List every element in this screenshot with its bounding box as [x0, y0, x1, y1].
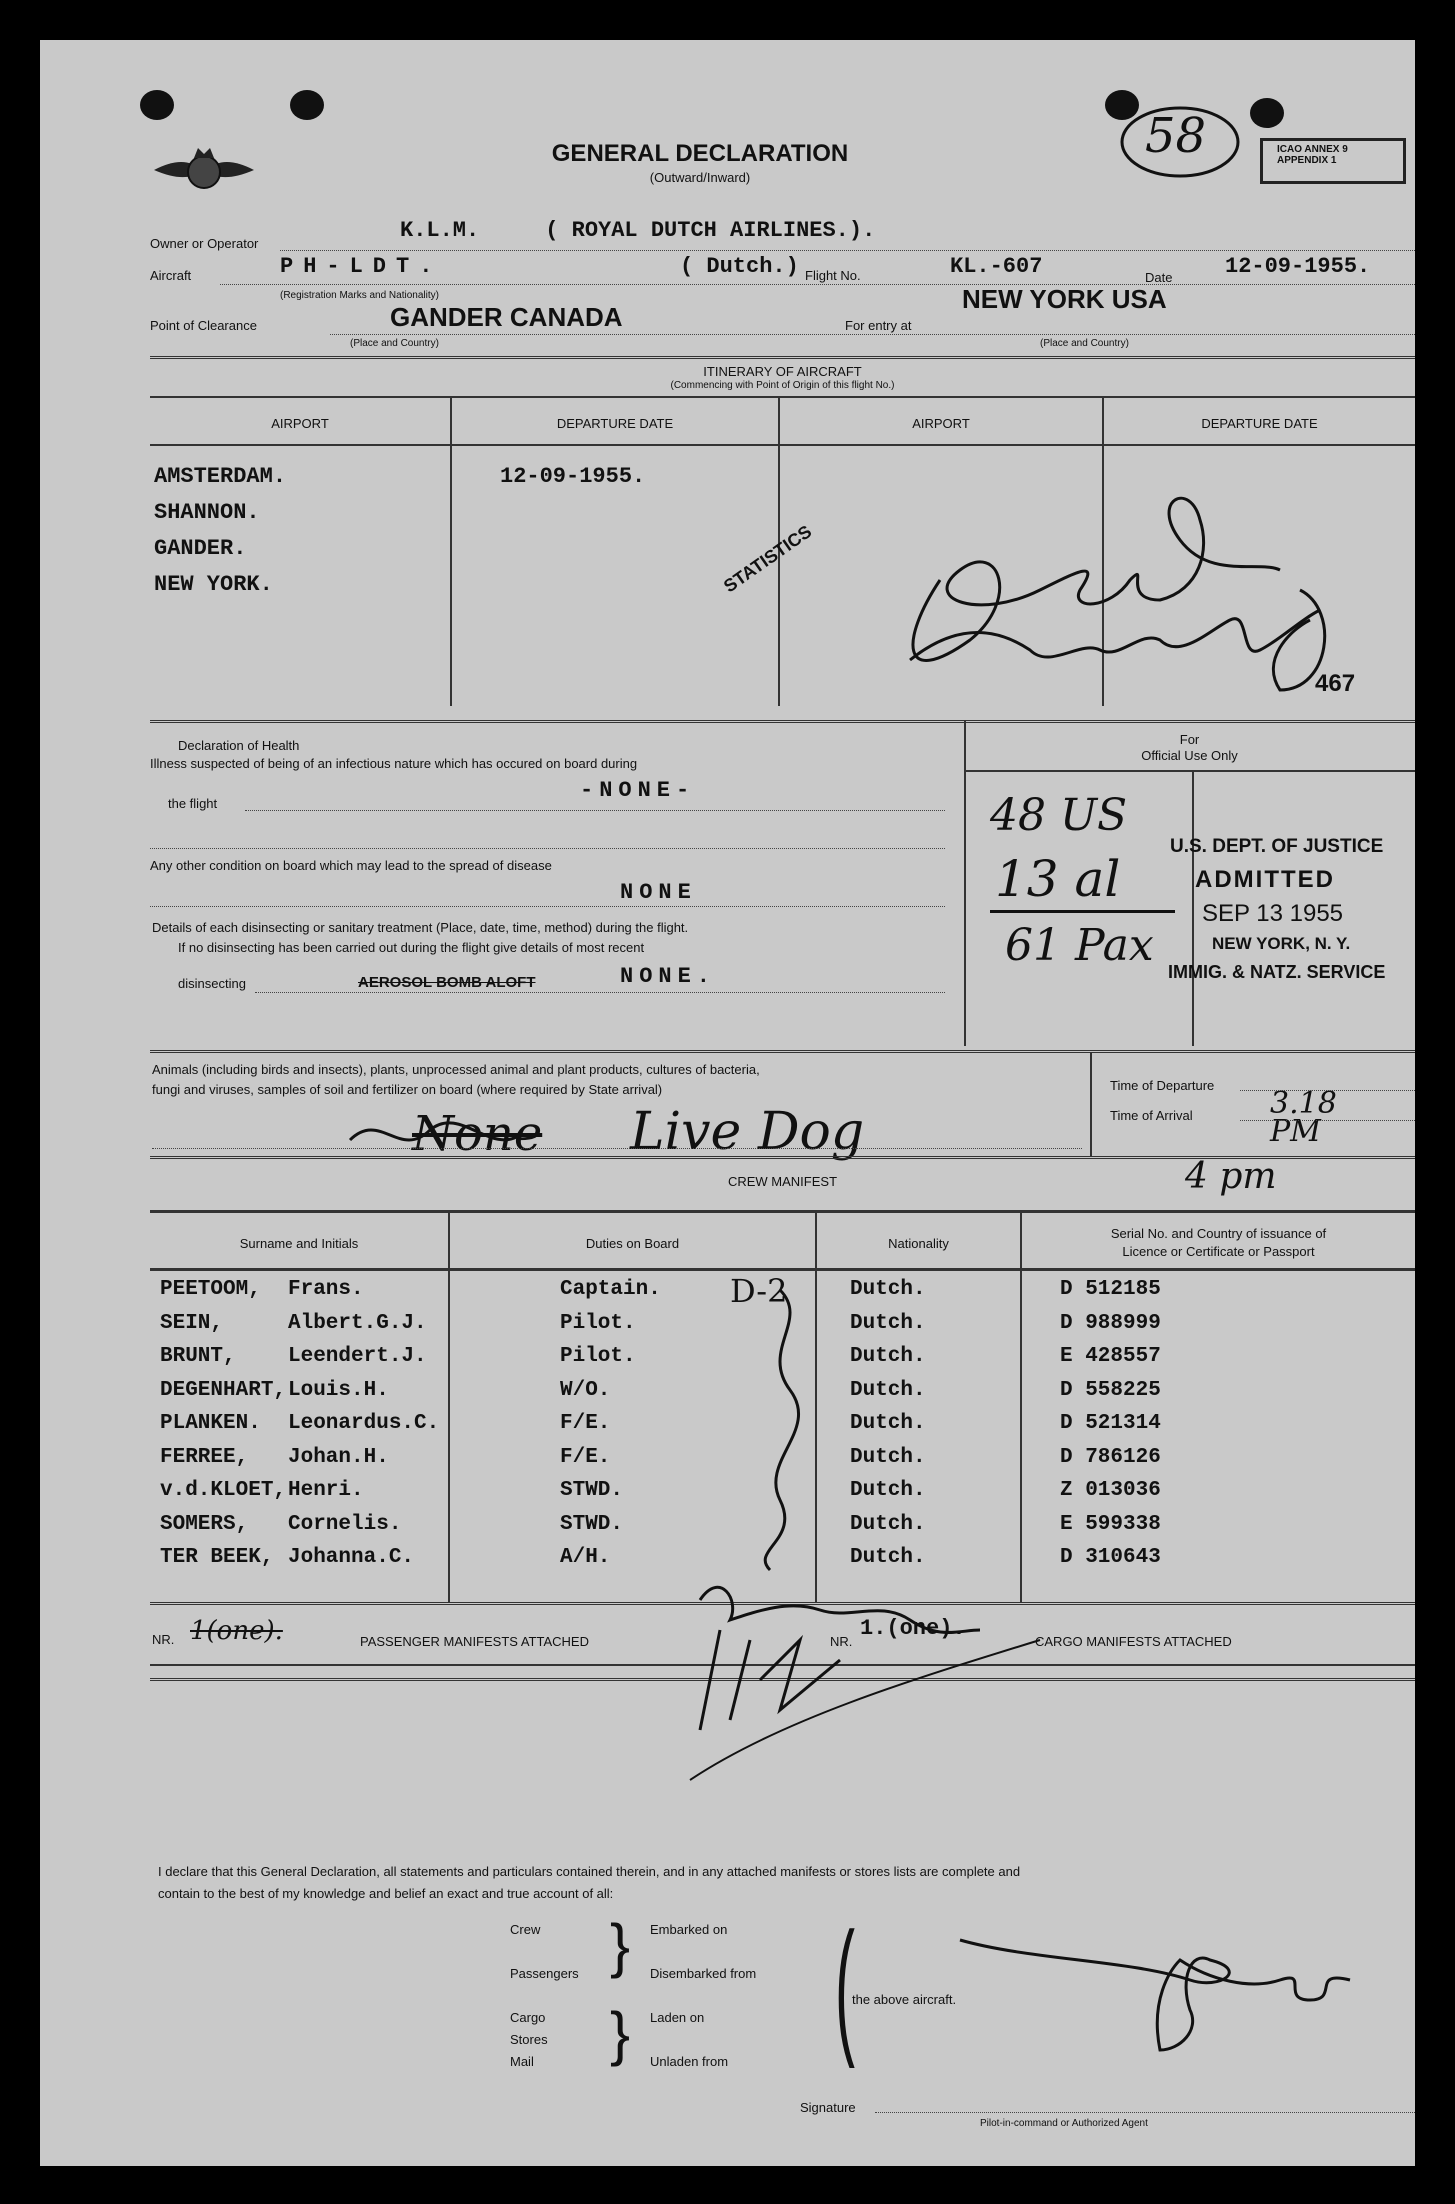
declaration-stores: Stores — [510, 2032, 548, 2047]
bracket-right: ( — [834, 1901, 855, 2069]
cargo-manifest-count: 1.(one). — [860, 1616, 966, 1641]
official-hand-line1: 48 US — [990, 790, 1128, 841]
crew-initials: Henri. — [288, 1479, 364, 1502]
itinerary-airport-3: GANDER. — [154, 536, 247, 561]
stamp-admitted: ADMITTED — [1195, 866, 1335, 893]
stamp-date: SEP 13 1955 — [1202, 900, 1344, 927]
itinerary-departure-date: 12-09-1955. — [500, 464, 646, 489]
crew-surname: v.d.KLOET, — [160, 1479, 287, 1502]
official-hand-line2: 13 al — [995, 850, 1121, 908]
col-departure-1: DEPARTURE DATE — [556, 416, 674, 431]
bracket-left-2: } — [610, 2000, 631, 2067]
crew-col-duties: Duties on Board — [585, 1236, 680, 1251]
icao-annex: ICAO ANNEX 9 — [1277, 144, 1348, 155]
crew-duty: Pilot. — [560, 1345, 636, 1368]
animals-line1: Animals (including birds and insects), plants, unprocessed animal and plant products, cultures of bacteria, — [152, 1062, 760, 1077]
passenger-manifest-count: 1(one). — [190, 1616, 283, 1646]
crew-initials: Louis.H. — [288, 1378, 389, 1402]
animals-scribble — [340, 1100, 660, 1160]
crew-initials: Albert.G.J. — [288, 1311, 427, 1335]
crew-serial: D 512185 — [1060, 1278, 1161, 1301]
punch-hole — [290, 90, 324, 120]
crew-nationality: Dutch. — [850, 1412, 926, 1435]
crew-serial: D 558225 — [1060, 1378, 1161, 1402]
crew-initials: Cornelis. — [288, 1512, 402, 1536]
health-q3-answer: NONE. — [620, 964, 717, 989]
form-title: GENERAL DECLARATION — [551, 140, 849, 167]
punch-hole — [1250, 98, 1284, 128]
aircraft-registration: PH-LDT. — [280, 254, 443, 279]
stamp-city: NEW YORK, N. Y. — [1212, 934, 1351, 953]
crew-serial: E 599338 — [1060, 1512, 1161, 1536]
crew-duty: Pilot. — [560, 1311, 636, 1335]
health-q1-line2: the flight — [168, 796, 218, 811]
declaration-disembarked: Disembarked from — [650, 1966, 757, 1981]
crew-surname: PLANKEN. — [160, 1412, 261, 1435]
crew-initials: Leendert.J. — [288, 1345, 427, 1368]
crew-surname: BRUNT, — [160, 1345, 236, 1368]
crew-duty: STWD. — [560, 1512, 624, 1536]
flight-number: KL.-607 — [950, 254, 1043, 279]
signature-caption: Pilot-in-command or Authorized Agent — [980, 2118, 1148, 2129]
crew-nationality: Dutch. — [850, 1278, 926, 1301]
crew-initials: Leonardus.C. — [288, 1412, 440, 1435]
crew-margin-note: D-2 — [730, 1272, 788, 1310]
statistics-stamp: STATISTICS — [720, 521, 816, 597]
crew-serial: Z 013036 — [1060, 1479, 1161, 1502]
itinerary-title: ITINERARY OF AIRCRAFT — [703, 364, 862, 379]
itinerary-airport-1: AMSTERDAM. — [154, 464, 287, 489]
entry-label: For entry at — [845, 318, 912, 333]
itinerary-subtitle: (Commencing with Point of Origin of this flight No.) — [670, 380, 895, 391]
crew-surname: SOMERS, — [160, 1512, 249, 1536]
crew-nationality: Dutch. — [850, 1378, 926, 1402]
aircraft-nationality: ( Dutch.) — [680, 254, 799, 279]
crew-nationality: Dutch. — [850, 1512, 926, 1536]
crew-surname: FERREE, — [160, 1445, 249, 1469]
cargo-nr-label: NR. — [830, 1634, 853, 1649]
health-q3-line2: If no disinsecting has been carried out during the flight give details of most recent — [178, 940, 645, 955]
crew-serial: E 428557 — [1060, 1345, 1161, 1368]
declaration-laden: Laden on — [650, 2010, 705, 2025]
crew-duty: F/E. — [560, 1412, 611, 1435]
declaration-line1: I declare that this General Declaration, all statements and particulars contained therein, and in any attached manifests or stores lists are complete and — [158, 1864, 1021, 1879]
crew-time-note: 4 pm — [1185, 1156, 1277, 1197]
animals-handwritten: Live Dog — [630, 1102, 865, 1162]
crew-nationality: Dutch. — [850, 1445, 926, 1469]
health-q3-line1: Details of each disinsecting or sanitary treatment (Place, date, time, method) during the flight. — [152, 920, 689, 935]
animals-struck: None — [412, 1106, 543, 1162]
health-q1-line1: Illness suspected of being of an infectious nature which has occured on board during — [150, 756, 638, 771]
stamp-service: IMMIG. & NATZ. SERVICE — [1168, 962, 1386, 982]
crew-initials: Frans. — [288, 1278, 364, 1301]
declaration-form — [40, 40, 1415, 2166]
itinerary-signature — [880, 460, 1360, 710]
clearance-value: GANDER CANADA — [390, 302, 623, 332]
declaration-mail: Mail — [510, 2054, 534, 2069]
icao-box — [1260, 138, 1406, 184]
pilot-signature — [950, 1920, 1380, 2060]
crew-duty: Captain. — [560, 1278, 661, 1301]
punch-hole — [140, 90, 174, 120]
crew-nationality: Dutch. — [850, 1311, 926, 1335]
handwritten-page-number: 58 — [1145, 108, 1207, 164]
itinerary-airport-2: SHANNON. — [154, 500, 260, 525]
stamp-dept: U.S. DEPT. OF JUSTICE — [1170, 836, 1384, 857]
crew-surname: TER BEEK, — [160, 1546, 274, 1569]
crew-serial: D 521314 — [1060, 1412, 1161, 1435]
declaration-line2: contain to the best of my knowledge and belief an exact and true account of all: — [158, 1886, 614, 1901]
official-title-1: For — [1179, 732, 1200, 747]
manifest-signature — [660, 1560, 1060, 1790]
health-q2-answer: NONE — [620, 880, 697, 905]
arrival-time-value: 3.18 PM — [1270, 1086, 1337, 1149]
crew-serial: D 310643 — [1060, 1546, 1161, 1569]
crew-col-nationality: Nationality — [888, 1236, 949, 1251]
declaration-unladen: Unladen from — [650, 2054, 729, 2069]
crew-duty: W/O. — [560, 1378, 611, 1402]
crew-serial: D 988999 — [1060, 1311, 1161, 1335]
passenger-nr-label: NR. — [152, 1632, 175, 1647]
passenger-manifest-label: PASSENGER MANIFESTS ATTACHED — [360, 1634, 589, 1649]
itinerary-number: 467 — [1315, 670, 1356, 697]
signature-label: Signature — [800, 2100, 856, 2115]
crew-squiggle — [720, 1280, 840, 1580]
crew-surname: SEIN, — [160, 1311, 224, 1335]
crew-nationality: Dutch. — [850, 1345, 926, 1368]
official-hand-line3: 61 Pax — [1005, 920, 1154, 971]
clearance-label: Point of Clearance — [150, 318, 257, 333]
crew-nationality: Dutch. — [850, 1546, 926, 1569]
owner-value: K.L.M. ( ROYAL DUTCH AIRLINES.). — [400, 218, 876, 243]
declaration-embarked: Embarked on — [650, 1922, 728, 1937]
crew-title: CREW MANIFEST — [727, 1174, 838, 1189]
itinerary-airport-4: NEW YORK. — [154, 572, 273, 597]
declaration-tail: the above aircraft. — [852, 1992, 957, 2007]
col-departure-2: DEPARTURE DATE — [1201, 416, 1318, 431]
health-q2: Any other condition on board which may lead to the spread of disease — [150, 858, 552, 873]
registration-caption: (Registration Marks and Nationality) — [280, 290, 439, 301]
bracket-left: } — [610, 1912, 631, 1979]
declaration-cargo: Cargo — [510, 2010, 546, 2025]
flight-date: 12-09-1955. — [1225, 254, 1371, 279]
entry-value: NEW YORK USA — [962, 284, 1167, 314]
clearance-caption: (Place and Country) — [350, 338, 439, 349]
official-title-2: Official Use Only — [1141, 748, 1238, 763]
crew-surname: PEETOOM, — [160, 1278, 261, 1301]
col-airport-2: AIRPORT — [912, 416, 970, 431]
entry-caption: (Place and Country) — [1040, 338, 1129, 349]
departure-time-label: Time of Departure — [1110, 1078, 1215, 1093]
crew-nationality: Dutch. — [850, 1479, 926, 1502]
health-q1-answer: -NONE- — [580, 778, 696, 803]
crew-duty: A/H. — [560, 1546, 611, 1569]
health-title: Declaration of Health — [178, 738, 300, 753]
icao-appendix: APPENDIX 1 — [1277, 155, 1337, 166]
crew-initials: Johan.H. — [288, 1445, 389, 1469]
animals-line2: fungi and viruses, samples of soil and fertilizer on board (where required by State arrival) — [152, 1082, 663, 1097]
form-subtitle: (Outward/Inward) — [649, 170, 751, 185]
flight-label: Flight No. — [805, 268, 861, 283]
crew-col-serial-2: Licence or Certificate or Passport — [1122, 1244, 1315, 1259]
declaration-passengers: Passengers — [510, 1966, 579, 1981]
cargo-manifest-label: CARGO MANIFESTS ATTACHED — [1035, 1634, 1232, 1649]
declaration-crew: Crew — [510, 1922, 541, 1937]
owner-label: Owner or Operator — [150, 236, 259, 251]
crew-serial: D 786126 — [1060, 1445, 1161, 1469]
arrival-time-label: Time of Arrival — [1110, 1108, 1193, 1123]
date-label: Date — [1145, 270, 1173, 285]
crew-duty: F/E. — [560, 1445, 611, 1469]
aircraft-label: Aircraft — [150, 268, 192, 283]
crew-surname: DEGENHART, — [160, 1378, 287, 1402]
crew-initials: Johanna.C. — [288, 1546, 415, 1569]
crew-col-surname: Surname and Initials — [239, 1236, 359, 1251]
crew-col-serial-1: Serial No. and Country of issuance of — [1110, 1226, 1327, 1241]
crew-duty: STWD. — [560, 1479, 624, 1502]
disinsecting-method: AEROSOL BOMB ALOFT — [358, 974, 536, 991]
col-airport-1: AIRPORT — [271, 416, 329, 431]
klm-crown-logo-icon — [152, 140, 256, 200]
health-q3-line3: disinsecting — [178, 976, 246, 991]
